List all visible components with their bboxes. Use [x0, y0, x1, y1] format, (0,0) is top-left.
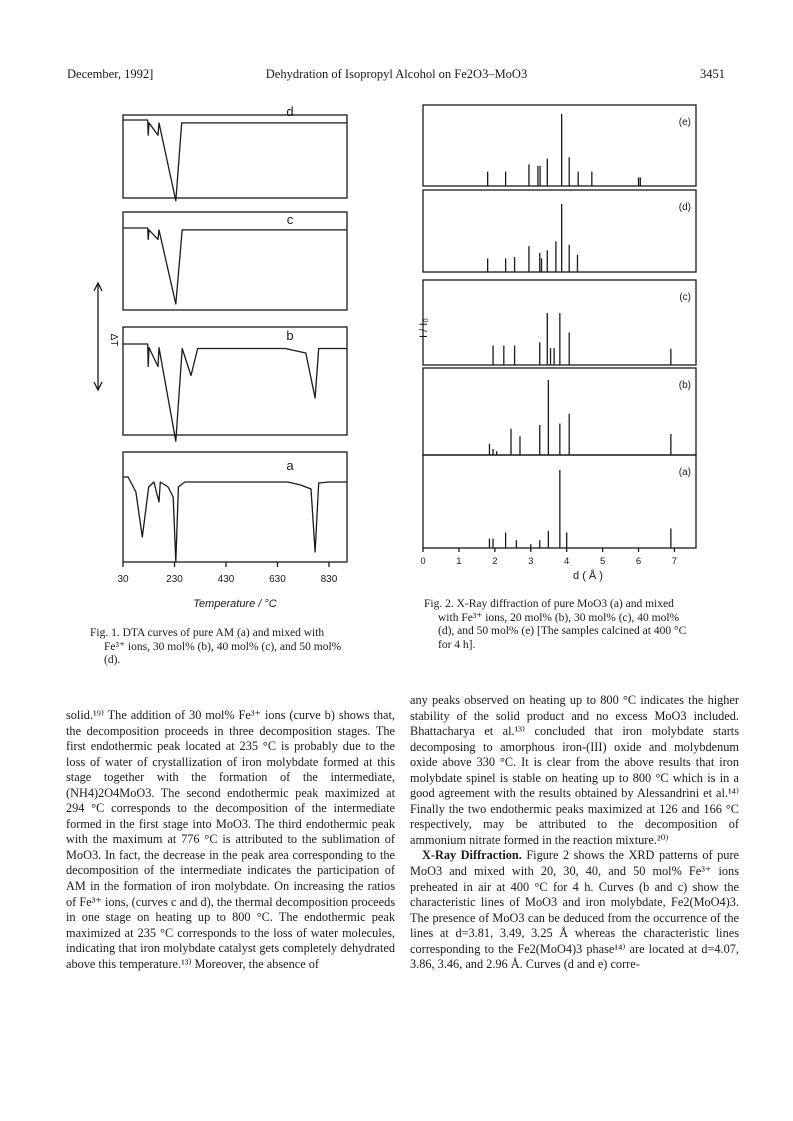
- caption-line: Fe³⁺ ions, 30 mol% (b), 40 mol% (c), and 50 mol%: [104, 640, 342, 653]
- y-axis-label: I / I₀: [418, 318, 430, 338]
- caption-line: for 4 h].: [438, 638, 476, 651]
- section-heading: X-Ray Diffraction.: [422, 848, 522, 863]
- pattern-label: (d): [678, 202, 691, 213]
- right-text-column: [410, 693, 739, 973]
- x-tick-label: 1: [456, 556, 462, 567]
- x-tick-label: 3: [528, 556, 534, 567]
- caption-line: (d).: [104, 654, 121, 667]
- x-tick-label: 630: [269, 574, 286, 585]
- dta-curve: [123, 344, 347, 441]
- x-axis-label: d ( Å ): [573, 570, 603, 582]
- figure-2-xrd-chart: [405, 100, 725, 590]
- x-tick-label: 30: [117, 574, 129, 585]
- dta-curve: [123, 477, 347, 562]
- figure-1-caption: [90, 627, 374, 668]
- panel-frame: [423, 190, 696, 272]
- pattern-label: (e): [678, 117, 691, 128]
- panel-frame: [123, 115, 347, 198]
- caption-line: Fig. 2. X-Ray diffraction of pure MoO3 (a) and mixed: [424, 598, 674, 610]
- panel-frame: [423, 105, 696, 186]
- panel-frame: [123, 452, 347, 562]
- panel-frame: [123, 327, 347, 435]
- curve-label: b: [286, 328, 294, 343]
- paragraph: Figure 2 shows the XRD patterns of pure MoO3 and mixed with 20, 30, 40, and 50 mol% Fe³⁺ ions preheated in air at 400 °C for 4 h. Curves (b and c) show the characteristic lines of MoO3 and iron molybdate, Fe2(MoO4)3. The presence of MoO3 can be deduced from the occurrence of the lines at d=3.81, 3.49, 3.25 Å whereas the characteristic lines corresponding to the Fe2(MoO4)3 phase¹⁴⁾ are located at d=4.07, 3.86, 3.46, and 2.96 Å. Curves (d and e) corre-: [410, 848, 740, 972]
- x-tick-label: 430: [217, 574, 235, 585]
- x-tick-label: 0: [420, 556, 426, 567]
- caption-line: with Fe³⁺ ions, 20 mol% (b), 30 mol% (c), 40 mol%: [438, 611, 680, 624]
- paragraph: solid.¹⁹⁾ The addition of 30 mol% Fe³⁺ ions (curve b) shows that, the decomposition proceeds in three decomposition stages. The first endothermic peak located at 235 °C is probably due to the loss of water of crystallization of iron molybdate formed at this stage together with the formation of the intermediate, (NH4)2O4MoO3. The second endothermic peak maximized at 294 °C corresponds to the decomposition of the intermediate formed in the first stage into MoO3. The third endothermic peak with the maximum at 776 °C is attributed to the sublimation of MoO3. In fact, the decrease in the peak area corresponding to the decomposition of the intermediate indicates the participation of AM in the formation of iron molybdate. On increasing the ratios of Fe³⁺ ions, (curves c and d), the thermal decomposition proceeds in one stage on heating up to 800 °C. The endothermic peak maximized at 235 °C corresponds to the loss of water molecules, indicating that iron molybdate catalyst gets completely dehydrated above this temperature.¹³⁾ Moreover, the absence of: [66, 708, 395, 971]
- x-tick-label: 5: [599, 556, 606, 567]
- running-header-date: December, 1992]: [67, 67, 154, 81]
- dta-curve: [123, 228, 347, 304]
- pattern-label: (c): [679, 292, 691, 303]
- curve-label: a: [286, 458, 294, 473]
- curve-label: d: [286, 104, 294, 119]
- x-tick-label: 2: [492, 556, 498, 567]
- x-tick-label: 7: [671, 556, 678, 567]
- pattern-label: (a): [678, 467, 691, 478]
- paragraph: any peaks observed on heating up to 800 °C indicates the higher stability of the solid product and no excess MoO3 included. Bhattacharya et al.¹³⁾ concluded that iron molybdate starts decomposing to amorphous iron-(III) oxide and molybdenum oxide above 330 °C. It is clear from the above results that iron molybdate spinel is stable on heating up to 800 °C which is in a good agreement with the results obtained by Alessandrini et al.¹⁴⁾ Finally the two endothermic peaks maximized at 126 and 166 °C respectively, may be attributed to the decomposition of ammonium nitrate formed in the reaction mixture.²⁰⁾: [410, 693, 739, 847]
- left-text-column: [66, 708, 395, 972]
- caption-line: Fig. 1. DTA curves of pure AM (a) and mixed with: [90, 627, 325, 639]
- panel-frame: [123, 212, 347, 310]
- y-axis-label: ΔT: [108, 333, 119, 347]
- x-tick-label: 6: [635, 556, 642, 567]
- dta-curve: [123, 120, 347, 201]
- caption-line: (d), and 50 mol% (e) [The samples calcined at 400 °C: [438, 625, 687, 638]
- curve-label: c: [286, 212, 294, 227]
- figure-1-dta-chart: [85, 100, 385, 620]
- figure-2-caption: [424, 598, 708, 652]
- x-tick-label: 4: [564, 556, 570, 567]
- x-tick-label: 830: [320, 574, 338, 585]
- x-axis-label: Temperature / °C: [193, 598, 277, 610]
- running-header-title: Dehydration of Isopropyl Alcohol on Fe2O3–MoO3: [265, 67, 528, 81]
- page-number: 3451: [700, 67, 725, 81]
- pattern-label: (b): [678, 380, 691, 391]
- x-tick-label: 230: [166, 574, 183, 585]
